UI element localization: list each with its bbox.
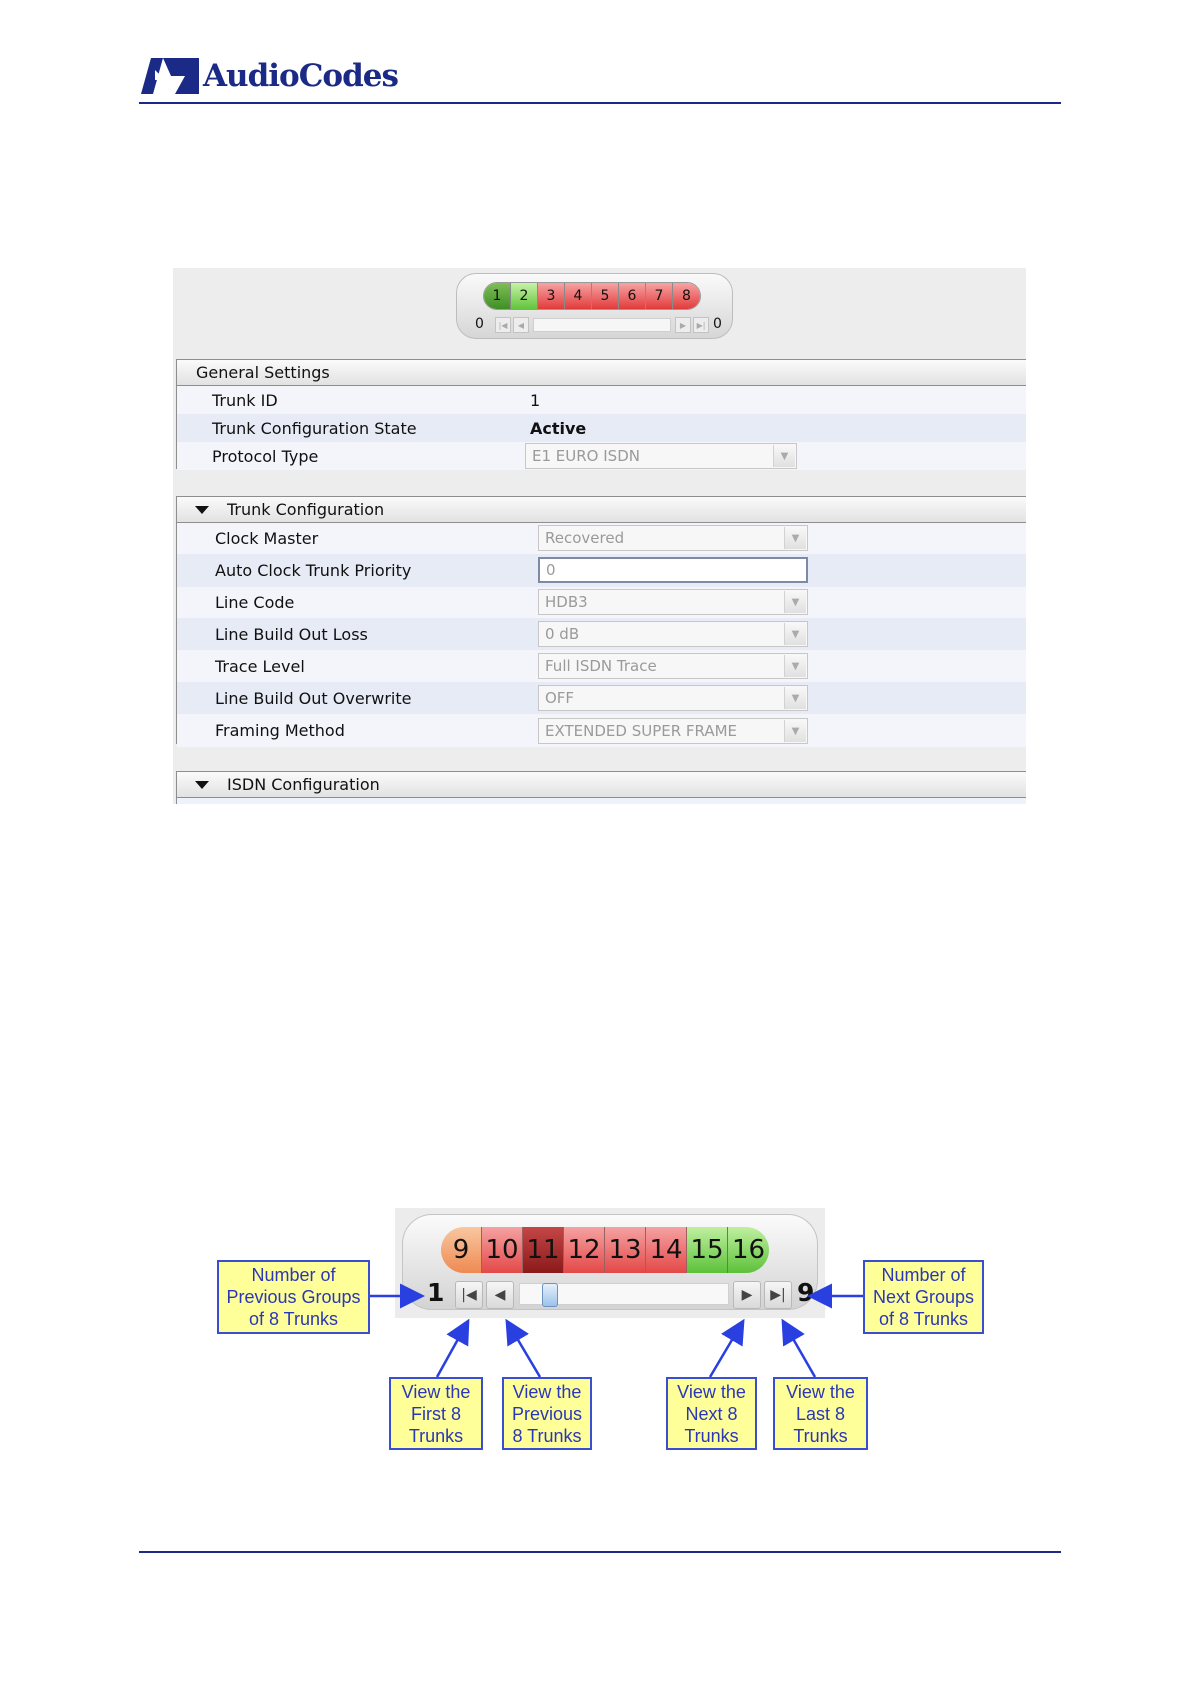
framing-method-label: Framing Method — [215, 721, 345, 740]
trunk-state-row — [177, 414, 1026, 442]
prev-groups-count: 0 — [475, 316, 484, 332]
auto-clock-priority-input[interactable] — [538, 557, 808, 583]
chevron-down-icon: ▼ — [784, 720, 806, 742]
callout-next-groups: Number of Next Groups of 8 Trunks — [863, 1260, 984, 1334]
line-build-out-overwrite-label: Line Build Out Overwrite — [215, 688, 412, 708]
trunk-state-value: Active — [530, 418, 587, 438]
auto-clock-priority-label: Auto Clock Trunk Priority — [215, 561, 412, 580]
callout-first: View the First 8 Trunks — [389, 1377, 483, 1450]
trunk-tab-4[interactable]: 4 — [565, 283, 592, 309]
clock-master-value: Recovered — [545, 529, 625, 547]
line-build-out-overwrite-select[interactable] — [538, 685, 808, 711]
callout-previous: View the Previous 8 Trunks — [502, 1377, 592, 1450]
trunk-configuration-rows — [177, 523, 1026, 747]
trunk-tab-16[interactable]: 16 — [728, 1227, 769, 1273]
trunk-navigator-zoomed — [395, 1208, 825, 1318]
general-settings-header: General Settings — [177, 360, 1026, 386]
auto-clock-priority-value: 0 — [546, 561, 556, 579]
scrollbar-thumb[interactable] — [542, 1283, 558, 1307]
first-trunks-button[interactable] — [455, 1281, 483, 1309]
prev-trunks-button[interactable] — [513, 317, 529, 333]
skip-last-icon: ▶| — [770, 1287, 786, 1303]
trunk-tab-7[interactable]: 7 — [646, 283, 673, 309]
auto-clock-priority-row — [177, 554, 1026, 587]
trace-level-label: Trace Level — [215, 656, 305, 676]
chevron-down-icon: ▼ — [784, 591, 806, 613]
collapse-triangle-icon — [195, 781, 209, 789]
chevron-down-icon: ▼ — [773, 445, 795, 467]
trunk-id-value: 1 — [530, 390, 541, 410]
trunk-id-row — [177, 386, 1026, 414]
collapse-triangle-icon — [195, 506, 209, 514]
line-build-out-loss-label: Line Build Out Loss — [215, 624, 368, 644]
line-build-out-loss-row — [177, 618, 1026, 650]
line-code-label: Line Code — [215, 593, 295, 612]
skip-last-icon: ▶| — [696, 320, 706, 330]
trunk-tab-5[interactable]: 5 — [592, 283, 619, 309]
trace-level-select[interactable] — [538, 653, 808, 679]
trunk-tab-9[interactable]: 9 — [441, 1227, 482, 1273]
skip-first-icon: |◀ — [461, 1287, 477, 1303]
prev-groups-count: 1 — [427, 1278, 445, 1307]
prev-trunks-button[interactable] — [486, 1281, 514, 1309]
general-settings-panel — [176, 359, 1026, 469]
prev-icon: ◀ — [494, 1287, 506, 1303]
line-code-row — [177, 587, 1026, 618]
protocol-type-row — [177, 442, 1026, 470]
line-code-value: HDB3 — [545, 593, 588, 611]
first-trunks-button[interactable] — [495, 317, 511, 333]
next-trunks-button[interactable] — [733, 1281, 761, 1309]
chevron-down-icon: ▼ — [784, 687, 806, 709]
trunk-tab-10[interactable]: 10 — [482, 1227, 523, 1273]
next-groups-count: 0 — [713, 316, 722, 332]
isdn-configuration-title: ISDN Configuration — [227, 775, 380, 794]
isdn-configuration-header[interactable] — [177, 772, 1026, 798]
clock-master-select[interactable] — [538, 525, 808, 551]
trunk-tab-14[interactable]: 14 — [646, 1227, 687, 1273]
arrow-last — [784, 1323, 815, 1377]
arrow-previous — [508, 1323, 540, 1377]
audiocodes-logo-icon — [141, 56, 199, 96]
protocol-type-value: E1 EURO ISDN — [532, 447, 640, 465]
next-icon: ▶ — [741, 1287, 753, 1303]
clock-master-label: Clock Master — [215, 529, 319, 548]
logo-text: AudioCodes — [203, 57, 398, 94]
general-settings-rows — [177, 386, 1026, 470]
trunk-state-label: Trunk Configuration State — [212, 418, 417, 438]
trunk-configuration-panel — [176, 496, 1026, 744]
trace-level-value: Full ISDN Trace — [545, 657, 657, 675]
prev-icon: ◀ — [517, 320, 525, 330]
clock-master-row — [177, 523, 1026, 554]
last-trunks-button[interactable] — [693, 317, 709, 333]
arrow-first — [437, 1323, 467, 1377]
next-icon: ▶ — [679, 320, 687, 330]
line-build-out-loss-select[interactable] — [538, 621, 808, 647]
callout-last: View the Last 8 Trunks — [773, 1377, 868, 1450]
trunk-scrollbar[interactable] — [533, 318, 671, 332]
arrow-next — [710, 1323, 742, 1377]
trunk-navigator-pill — [402, 1214, 818, 1310]
trunk-tab-6[interactable]: 6 — [619, 283, 646, 309]
next-trunks-button[interactable] — [675, 317, 691, 333]
trunk-tab-15[interactable]: 15 — [687, 1227, 728, 1273]
trunk-tabs — [483, 282, 701, 310]
protocol-type-label: Protocol Type — [212, 446, 319, 466]
line-code-select[interactable] — [538, 589, 808, 615]
protocol-type-select[interactable] — [525, 443, 797, 469]
chevron-down-icon: ▼ — [784, 655, 806, 677]
audiocodes-logo — [141, 56, 398, 96]
trunk-group-navigator — [456, 273, 733, 339]
trunk-tab-13[interactable]: 13 — [605, 1227, 646, 1273]
trunk-tab-1[interactable]: 1 — [484, 283, 511, 309]
framing-method-select[interactable] — [538, 718, 808, 744]
trace-level-row — [177, 650, 1026, 682]
trunk-id-label: Trunk ID — [212, 390, 278, 410]
line-build-out-overwrite-value: OFF — [545, 689, 575, 707]
trunk-tab-2[interactable]: 2 — [511, 283, 538, 309]
last-trunks-button[interactable] — [764, 1281, 792, 1309]
callout-prev-groups: Number of Previous Groups of 8 Trunks — [217, 1260, 370, 1334]
isdn-configuration-panel — [176, 771, 1026, 804]
trunk-tabs-zoomed — [441, 1227, 769, 1273]
callout-next: View the Next 8 Trunks — [666, 1377, 757, 1450]
line-build-out-loss-value: 0 dB — [545, 625, 580, 643]
trunk-tab-8[interactable]: 8 — [673, 283, 700, 309]
chevron-down-icon: ▼ — [784, 623, 806, 645]
trunk-configuration-title: Trunk Configuration — [227, 500, 385, 519]
line-build-out-overwrite-row — [177, 682, 1026, 714]
framing-method-row — [177, 714, 1026, 747]
footer-rule — [139, 1551, 1061, 1553]
next-groups-count: 9 — [797, 1278, 815, 1307]
header-rule — [139, 102, 1061, 104]
trunk-tab-3[interactable]: 3 — [538, 283, 565, 309]
chevron-down-icon: ▼ — [784, 527, 806, 549]
trunk-tab-12[interactable]: 12 — [564, 1227, 605, 1273]
trunk-tab-11[interactable]: 11 — [523, 1227, 564, 1273]
framing-method-value: EXTENDED SUPER FRAME — [545, 722, 738, 740]
trunk-settings-screenshot — [173, 268, 1026, 804]
trunk-configuration-header[interactable] — [177, 497, 1026, 523]
skip-first-icon: |◀ — [498, 320, 508, 330]
